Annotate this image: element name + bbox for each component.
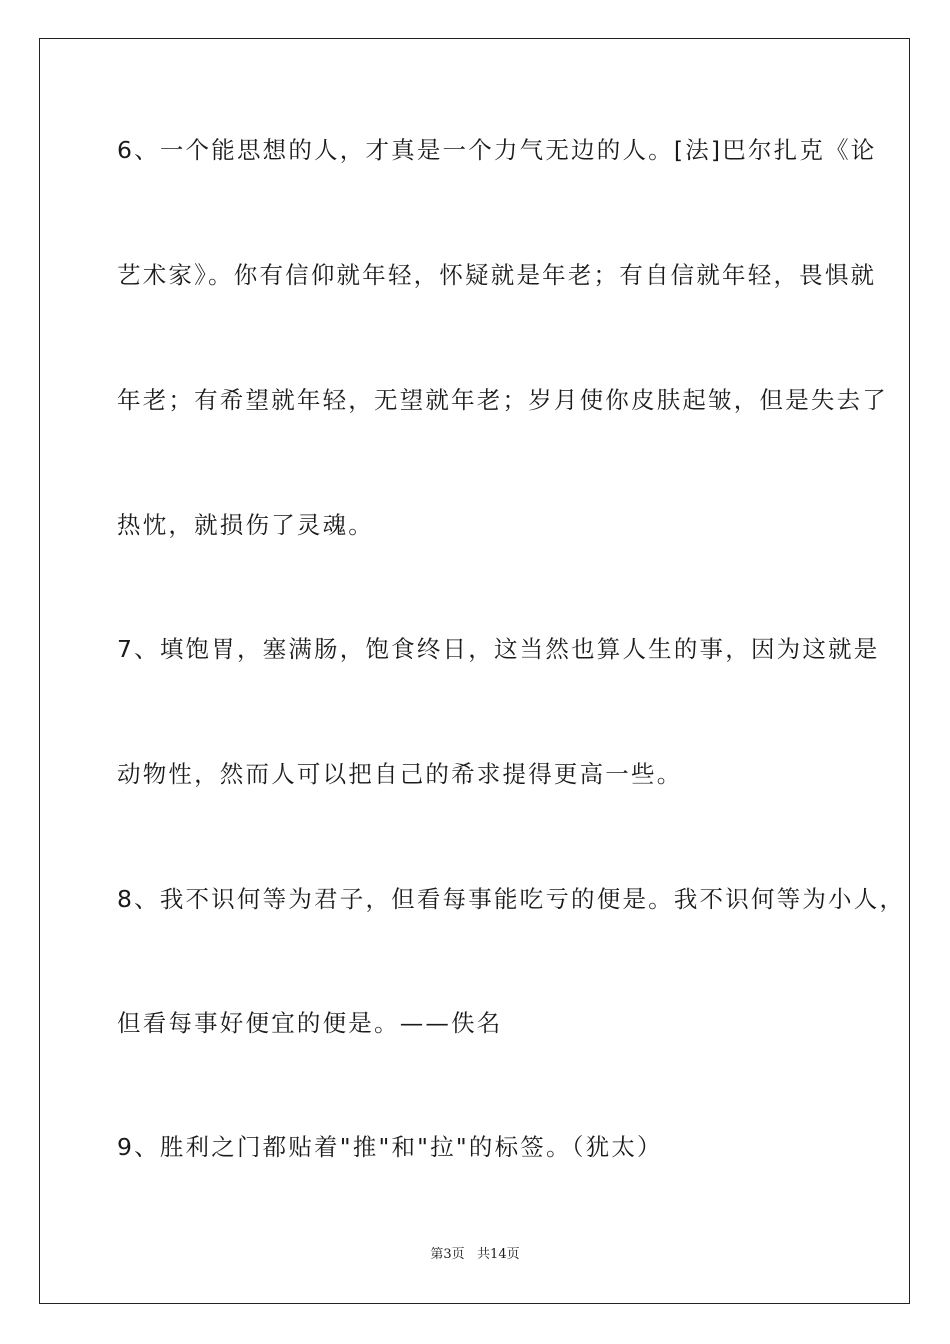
paragraph-6-line-1: 6、一个能思想的人，才真是一个力气无边的人。[法]巴尔扎克《论 [117, 136, 877, 164]
paragraph-7-line-1: 7、填饱胃，塞满肠，饱食终日，这当然也算人生的事，因为这就是 [117, 635, 880, 663]
paragraph-7-line-2: 动物性，然而人可以把自己的希求提得更高一些。 [117, 760, 683, 788]
paragraph-8-line-2: 但看每事好便宜的便是。——佚名 [117, 1009, 503, 1037]
paragraph-6-line-2: 艺术家》。你有信仰就年轻，怀疑就是年老；有自信就年轻，畏惧就 [117, 261, 877, 289]
page-border [39, 38, 910, 1304]
page-number-footer: 第3页 共14页 [430, 1247, 520, 1262]
paragraph-9-line-1: 9、胜利之门都贴着"推"和"拉"的标签。（犹太） [117, 1133, 663, 1161]
paragraph-8-line-1: 8、我不识何等为君子，但看每事能吃亏的便是。我不识何等为小人， [117, 885, 906, 913]
paragraph-6-line-4: 热忱，就损伤了灵魂。 [117, 511, 374, 539]
paragraph-6-line-3: 年老；有希望就年轻，无望就年老；岁月使你皮肤起皱，但是失去了 [117, 386, 888, 414]
